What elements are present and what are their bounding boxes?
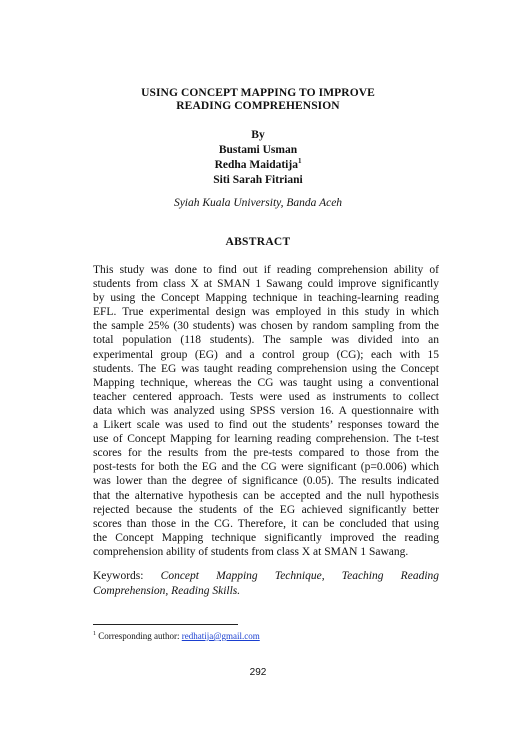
title-line-1: USING CONCEPT MAPPING TO IMPROVE — [141, 87, 375, 99]
author-name: Redha Maidatija$^1$ — [214, 157, 302, 171]
keywords-label: Keywords: — [93, 570, 144, 582]
abstract-line: EFL. True experimental design was employed in this study in which — [93, 306, 439, 319]
keywords-terms: Concept Mapping Technique, Teaching Reading — [160, 570, 440, 582]
abstract-line: the sample 25% (30 students) was chosen by random sampling from the — [93, 320, 439, 333]
abstract-line: scores than those in the CG. Therefore, it can be concluded that using — [93, 517, 439, 530]
abstract-body — [93, 263, 439, 559]
abstract-line: teacher centered approach. Tests were used as instruments to collect — [93, 390, 439, 403]
abstract-line: experimental group (EG) and a control group (CG); each with 15 — [93, 348, 439, 361]
abstract-line: the Concept Mapping technique significantly improved the reading — [93, 531, 439, 544]
author-name: Siti Sarah Fitriani — [213, 174, 303, 186]
footnote-text: Corresponding author: — [98, 631, 182, 641]
footnote-marker: 1 — [93, 631, 96, 637]
abstract-line: students. The EG was taught reading comprehension using the Concept — [93, 362, 439, 375]
abstract-line: use of Concept Mapping for learning reading comprehension. The t-test — [93, 433, 439, 446]
footnote-marker[interactable]: 1 — [297, 157, 302, 166]
footnote — [93, 631, 260, 641]
by-label: By — [251, 129, 265, 141]
title-line-2: READING COMPREHENSION — [176, 100, 340, 112]
abstract-line: comprehension ability of students from class X at SMAN 1 Sawang. — [93, 545, 409, 558]
author-name: Bustami Usman — [218, 144, 298, 156]
paper-title — [0, 87, 516, 113]
abstract-line: was lower than the degree of significance (0.05). The results indicated — [93, 475, 439, 488]
footnote-rule — [93, 624, 238, 625]
abstract-line: rejected because the students of the EG achieved significantly better — [93, 503, 439, 516]
abstract-line: This study was done to find out if reading comprehension ability of — [93, 264, 439, 276]
author-block — [0, 128, 516, 188]
keywords-line-2: Comprehension, Reading Skills. — [93, 585, 241, 597]
abstract-heading: ABSTRACT — [225, 236, 291, 248]
page-number: 292 — [249, 667, 267, 678]
abstract-line: post-tests for both the EG and the CG were significant (p=0.006) which — [93, 461, 439, 474]
abstract-line: that the alternative hypothesis can be accepted and the null hypothesis — [93, 489, 439, 502]
abstract-line: students from class X at SMAN 1 Sawang could improve significantly — [93, 278, 439, 291]
abstract-line: total population (118 students). The sample was divided into an — [93, 334, 439, 347]
abstract-line: data which was analyzed using SPSS version 16. A questionnaire with — [93, 404, 439, 417]
abstract-line: Mapping technique, whereas the CG was taught using a conventional — [93, 376, 439, 389]
keywords-line-1 — [93, 569, 439, 584]
affiliation: Syiah Kuala University, Banda Aceh — [173, 197, 343, 209]
abstract-line: a Likert scale was used to find out the students’ responses toward the — [93, 419, 439, 432]
abstract-line: scores for the results from the pre-tests compared to those from the — [93, 447, 439, 460]
email-link[interactable]: redhatija@gmail.com — [181, 631, 260, 641]
abstract-line: by using the Concept Mapping technique in teaching-learning reading — [93, 292, 439, 305]
keywords — [93, 569, 439, 599]
